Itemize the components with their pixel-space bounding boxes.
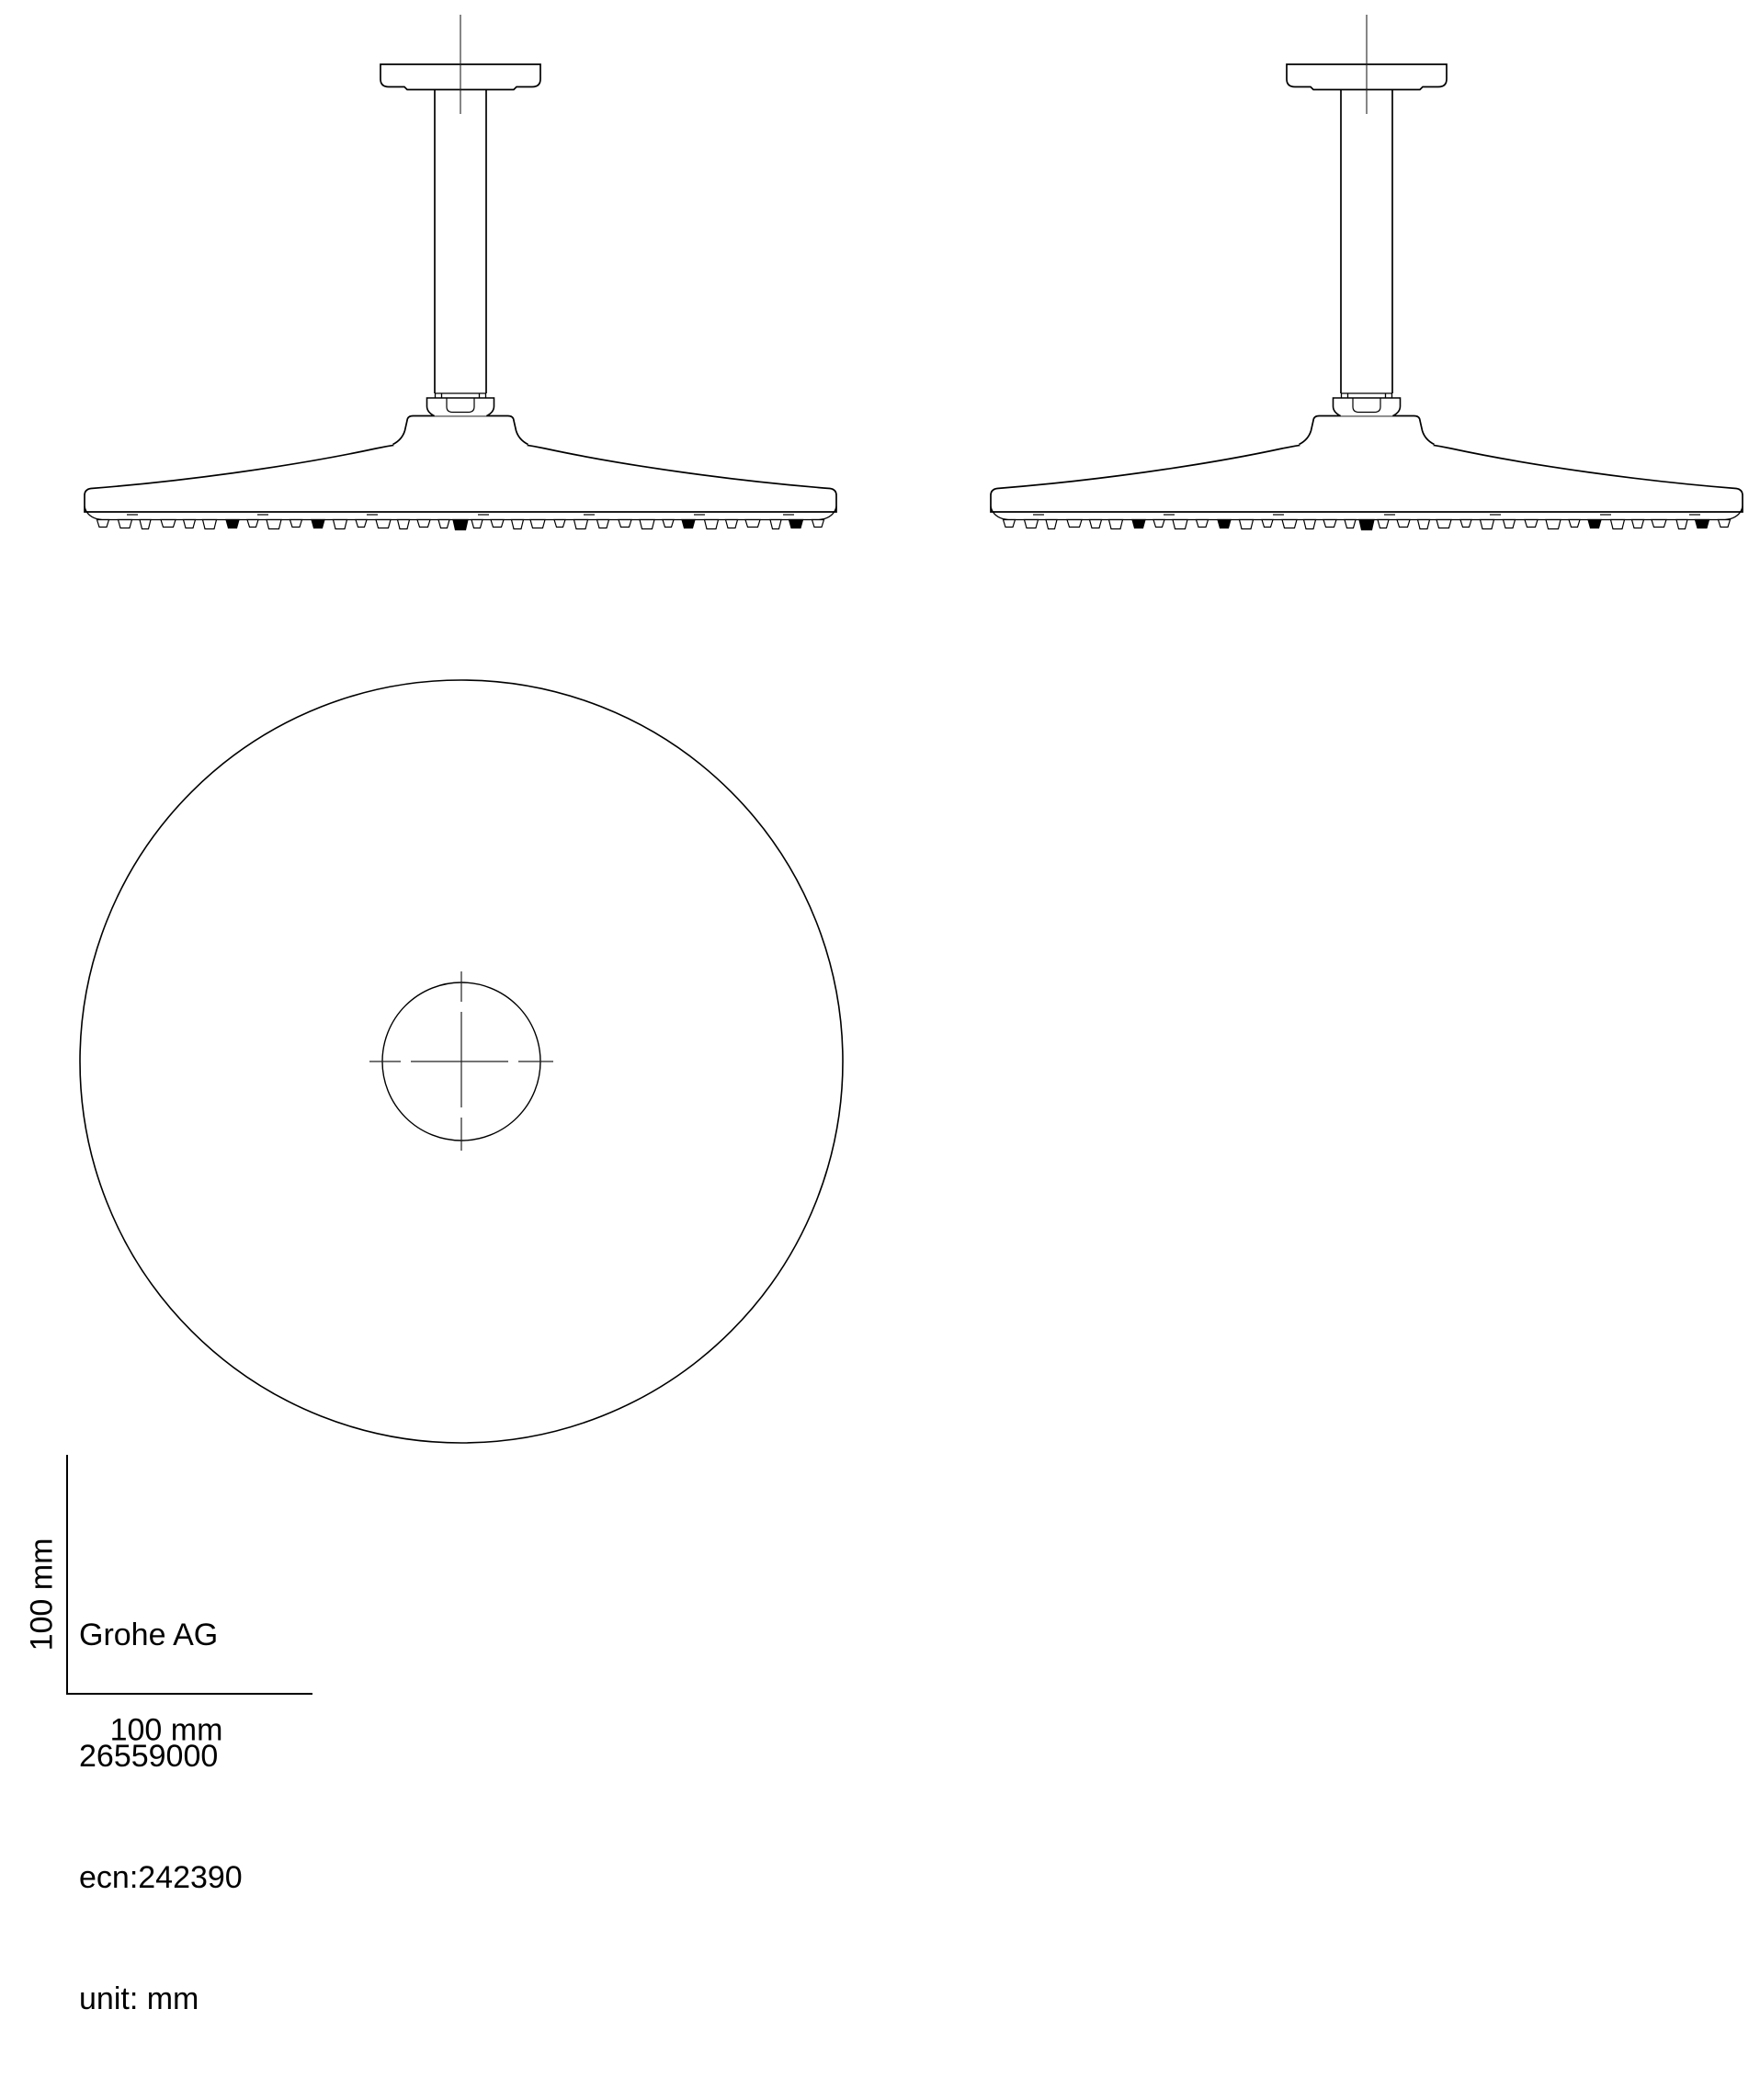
spray-nozzle — [1504, 520, 1516, 528]
title-block — [79, 1534, 243, 2100]
spray-nozzle — [1719, 520, 1731, 528]
spray-nozzle — [247, 520, 258, 528]
spray-nozzle — [267, 520, 281, 529]
spray-nozzle — [226, 520, 239, 528]
spray-nozzle — [376, 520, 391, 528]
spray-nozzle — [1004, 520, 1016, 528]
y-scale-label: 100 mm — [24, 1538, 60, 1652]
spray-nozzle — [1359, 520, 1374, 530]
side-view-side — [991, 15, 1743, 530]
spray-nozzle — [453, 520, 468, 530]
nut-mask — [427, 398, 494, 416]
spray-nozzle — [417, 520, 430, 528]
spray-nozzle — [726, 520, 738, 528]
spray-nozzle — [312, 520, 324, 528]
ceiling-pipe — [435, 90, 486, 394]
spray-nozzle — [597, 520, 609, 528]
spray-nozzle — [789, 520, 803, 528]
ceiling-pipe — [1341, 90, 1392, 394]
spray-nozzle — [663, 520, 674, 528]
spray-nozzle — [438, 520, 449, 528]
spray-nozzle — [203, 520, 217, 529]
top-view — [80, 680, 843, 1443]
spray-nozzle — [491, 520, 504, 528]
spray-nozzle — [1197, 520, 1209, 528]
spray-nozzle — [1378, 520, 1389, 528]
spray-nozzle — [1676, 520, 1687, 529]
spray-nozzle — [119, 520, 132, 528]
spray-nozzle — [745, 520, 760, 528]
x-scale-label: 100 mm — [109, 1712, 223, 1748]
spray-nozzle — [530, 520, 545, 528]
spray-nozzle — [640, 520, 654, 529]
spray-nozzle — [1652, 520, 1666, 528]
spray-nozzle — [1090, 520, 1102, 528]
spray-nozzle — [770, 520, 781, 529]
spray-nozzle — [1611, 520, 1625, 529]
spray-nozzle — [1304, 520, 1316, 529]
spray-nozzle — [471, 520, 483, 528]
spray-nozzle — [1240, 520, 1254, 529]
spray-nozzle — [140, 520, 151, 529]
spray-nozzle — [1323, 520, 1336, 528]
cone-mask — [1300, 415, 1434, 449]
spray-nozzle — [682, 520, 695, 528]
spray-nozzle — [1173, 520, 1187, 529]
spray-nozzle — [1397, 520, 1410, 528]
spray-nozzle — [619, 520, 631, 528]
spray-nozzle — [1632, 520, 1644, 528]
spray-nozzle — [1569, 520, 1580, 528]
side-view-front — [85, 15, 836, 530]
spray-nozzle — [1046, 520, 1057, 529]
spray-nozzle — [1109, 520, 1123, 529]
spray-nozzle — [161, 520, 176, 528]
spray-nozzle — [356, 520, 367, 528]
spray-nozzle — [1218, 520, 1231, 528]
spray-nozzle — [184, 520, 196, 528]
unit-note: unit: mm — [79, 1981, 199, 2016]
spray-nozzle — [1153, 520, 1164, 528]
spray-nozzle — [1418, 520, 1430, 529]
spray-nozzle — [574, 520, 588, 529]
spray-nozzle — [1345, 520, 1356, 528]
spray-nozzle — [1067, 520, 1082, 528]
spray-nozzle — [1436, 520, 1451, 528]
manufacturer-name: Grohe AG — [79, 1618, 219, 1652]
nut-mask — [1334, 398, 1401, 416]
ecn-number: ecn:242390 — [79, 1860, 243, 1895]
spray-nozzle — [334, 520, 347, 529]
product-number: 26559000 — [79, 1739, 219, 1774]
spray-nozzle — [1132, 520, 1145, 528]
shower-head-body — [85, 440, 836, 512]
spray-nozzle — [1282, 520, 1297, 528]
spray-nozzle — [398, 520, 410, 529]
spray-nozzle — [1546, 520, 1561, 529]
spray-nozzle — [290, 520, 302, 528]
spray-nozzle — [1696, 520, 1709, 528]
spray-nozzle — [1262, 520, 1273, 528]
spray-nozzle — [1588, 520, 1601, 528]
spray-nozzle — [1460, 520, 1471, 528]
cone-mask — [393, 415, 528, 449]
spray-nozzle — [705, 520, 719, 529]
spray-nozzle — [554, 520, 565, 528]
spray-nozzle — [97, 520, 109, 528]
spray-nozzle — [1481, 520, 1494, 529]
shower-head-body — [991, 440, 1743, 512]
spray-nozzle — [1525, 520, 1538, 528]
spray-nozzle — [512, 520, 524, 529]
spray-nozzle — [812, 520, 824, 528]
spray-nozzle — [1025, 520, 1039, 528]
